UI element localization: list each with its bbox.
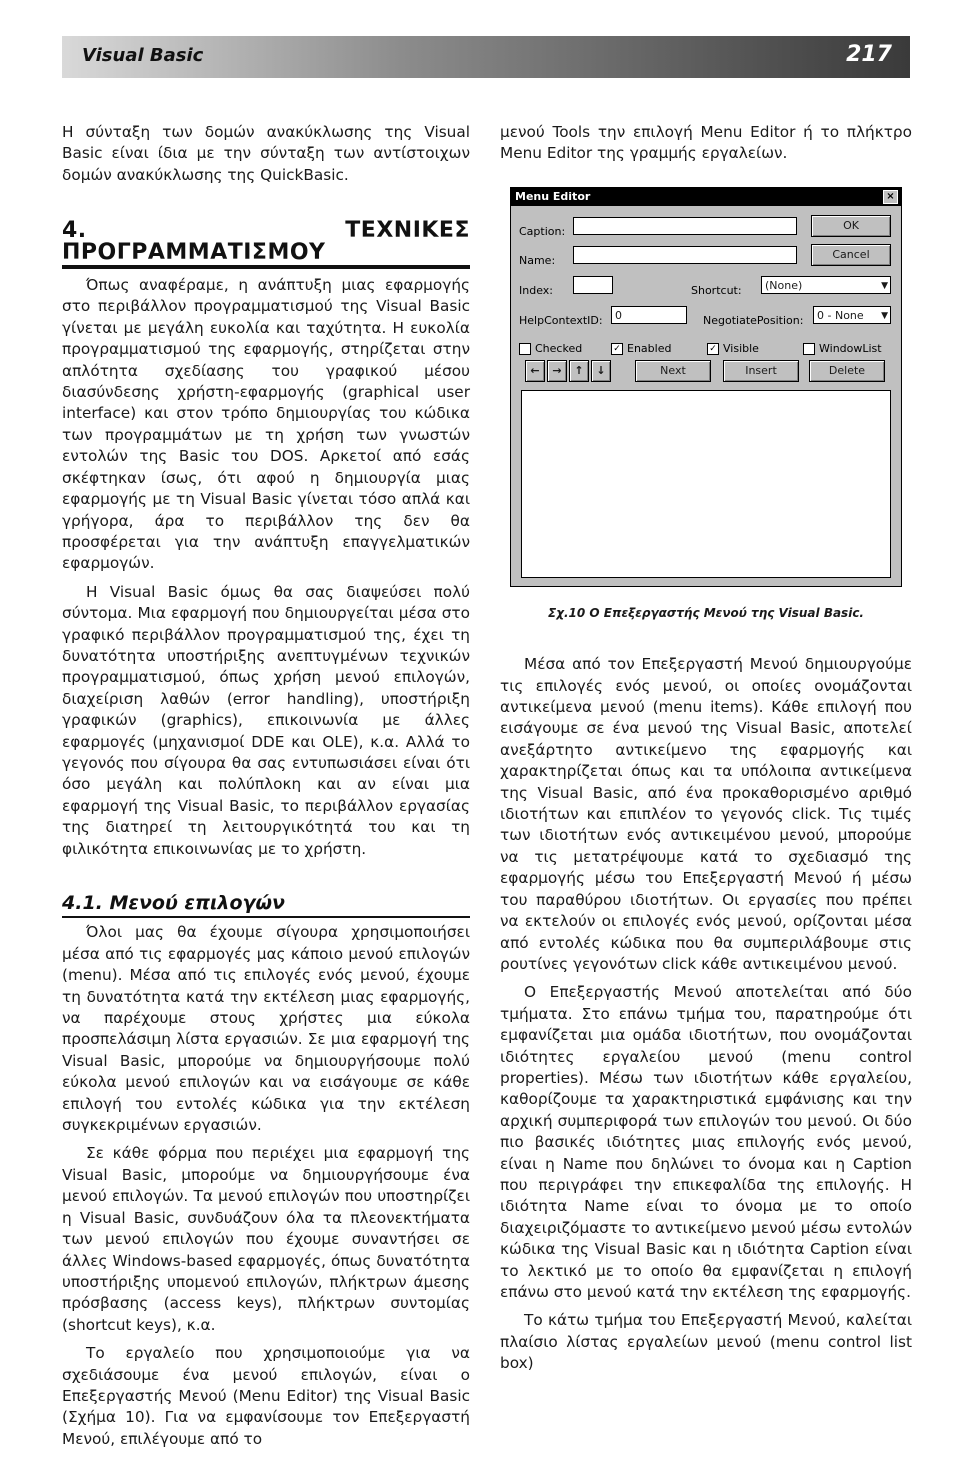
negotiate-value: 0 - None bbox=[817, 308, 864, 322]
paragraph: Σε κάθε φόρμα που περιέχει μια εφαρμογή της Visual Basic, μπορούμε να δημιουργήσουμε ένα μενού επιλογών. Τα μενού επιλογών που υποστηρίζει η Visual Basic, συνδυάζουν όλα τα πλεονεκτήματα των μενού επιλογών που έχουμε συναντήσει σε άλλες Windows-based εφαρμογές, όπως δυνατότητα υποστήριξης υπομενού επιλογών, πλήκτρων άμεσης πρόσβασης (access keys), πλήκτρων συντομίας (shortcut keys), κ.α. bbox=[62, 1144, 470, 1334]
name-label: Name: bbox=[519, 253, 556, 267]
menu-editor-dialog bbox=[510, 187, 902, 587]
arrow-up-icon[interactable]: ↑ bbox=[569, 360, 589, 382]
helpcontext-input[interactable]: 0 bbox=[611, 306, 687, 324]
visible-checkbox[interactable]: ✓ Visible bbox=[707, 338, 759, 359]
helpcontext-label: HelpContextID: bbox=[519, 313, 603, 327]
check-icon: ✓ bbox=[707, 343, 719, 355]
ok-button[interactable]: OK bbox=[811, 215, 891, 237]
figure-caption: Σχ.10 Ο Επεξεργαστής Μενού της Visual Basic. bbox=[548, 605, 864, 620]
caption-label: Caption: bbox=[519, 224, 566, 238]
cancel-button[interactable]: Cancel bbox=[811, 244, 891, 266]
header-title: Visual Basic bbox=[82, 45, 204, 66]
subsection-title: 4.1. Μενού επιλογών bbox=[62, 893, 470, 918]
paragraph: Το κάτω τμήμα του Επεξεργαστή Μενού, καλείται πλαίσιο λίστας εργαλείων μενού (menu control list box) bbox=[500, 1311, 912, 1373]
name-input[interactable] bbox=[573, 246, 797, 264]
dialog-title: Menu Editor bbox=[515, 189, 591, 203]
paragraph: Όπως αναφέραμε, η ανάπτυξη μιας εφαρμογής στο περιβάλλον προγραμματισμού της Visual Basic γίνεται με μεγάλη ευκολία και ταχύτητα. Η ευκολία προγραμματισμού της εφαρμογής, στηρίζεται στην απλότητα σχεδίασης του γραφικού μέσου διασύνδεσης χρήστη-εφαρμογής (graphical user interface) και στον τρόπο δημιουργίας του κώδικα των προγραμμάτων με τη χρήση των γνωστών εντολών της Basic του DOS. Αρκετοί από εσάς σκέφτηκαν ίσως, ότι αφού η δημιουργία μιας εφαρμογής με τη Visual Basic γίνεται τόσο απλά και γρήγορα, άρα το περιβάλλον της δεν θα προσφέρεται για την ανάπτυξη επαγγελματικών εφαρμογών. bbox=[62, 276, 470, 573]
index-label: Index: bbox=[519, 283, 553, 297]
shortcut-value: (None) bbox=[765, 278, 803, 292]
windowlist-checkbox[interactable]: WindowList bbox=[803, 338, 882, 359]
chevron-down-icon: ▼ bbox=[881, 280, 888, 291]
caption-input[interactable] bbox=[573, 217, 797, 235]
checkbox-box bbox=[803, 343, 815, 355]
intro-paragraph: Η σύνταξη των δομών ανακύκλωσης της Visual Basic είναι ίδια με την σύνταξη των αντίστοιχων δομών ανακύκλωσης της QuickBasic. bbox=[62, 123, 470, 184]
delete-button[interactable]: Delete bbox=[809, 360, 885, 382]
close-icon[interactable]: × bbox=[883, 190, 898, 204]
section-title: 4. ΤΕΧΝΙΚΕΣ ΠΡΟΓΡΑΜΜΑΤΙΣΜΟΥ bbox=[62, 220, 470, 269]
enabled-checkbox[interactable]: ✓ Enabled bbox=[611, 338, 671, 359]
dialog-titlebar bbox=[511, 188, 901, 206]
shortcut-label: Shortcut: bbox=[691, 283, 742, 297]
right-column bbox=[500, 122, 912, 1382]
index-input[interactable] bbox=[573, 276, 613, 294]
arrow-right-icon[interactable]: → bbox=[547, 360, 567, 382]
paragraph: Όλοι μας θα έχουμε σίγουρα χρησιμοποιήσει μέσα από τις εφαρμογές μας κάποιο μενού επιλογών (menu). Μέσα από τις επιλογές ενός μενού, έχουμε τη δυνατότητα κατά την εκτέλεση μιας εφαρμογής, να παρέχουμε στους χρήστες μια εύκολα προσπελάσιμη λίστα εργασιών. Σε μια εφαρμογή της Visual Basic, μπορούμε να δημιουργήσουμε πολύ εύκολα μενού επιλογών και να εισάγουμε σε κάθε επιλογή του εντολές κώδικα για την εκτέλεση συγκεκριμένων εργασιών. bbox=[62, 923, 470, 1135]
checkbox-box bbox=[519, 343, 531, 355]
shortcut-select[interactable] bbox=[761, 276, 891, 294]
paragraph: Το εργαλείο που χρησιμοποιούμε για να σχεδιάσουμε ένα μενού επιλογών, είναι ο Επεξεργαστής Μενού (Menu Editor) της Visual Basic (Σχήμα 10). Για να εμφανίσουμε τον Επεξεργαστή Μενού, επιλέγουμε από το bbox=[62, 1344, 470, 1448]
paragraph: Η Visual Basic όμως θα σας διαψεύσει πολύ σύντομα. Μια εφαρμογή που δημιουργείται μέσα στο γραφικό περιβάλλον προγραμματισμού της, έχει τη δυνατότητα υποστήριξης ανεπτυγμένων τεχνικών προγραμματισμού, όπως χρήση μενού επιλογών, διαχείριση λαθών (error handling), υποστήριξη γραφικών (graphics), επικοινωνία με άλλες εφαρμογές (μηχανισμοί DDE και OLE), κ.α. Αλλά το γεγονός που σίγουρα θα σας εντυπωσιάσει είναι ότι όσο μεγάλη και πολύπλοκη και αν είναι μια εφαρμογή της Visual Basic, το περιβάλλον εργασίας της διατηρεί τη λειτουργικότητά του και τη φιλικότητα επικοινωνίας με το χρήστη. bbox=[62, 582, 470, 858]
next-button[interactable]: Next bbox=[635, 360, 711, 382]
negotiate-select[interactable] bbox=[813, 306, 891, 324]
page-number: 217 bbox=[846, 42, 892, 67]
insert-button[interactable]: Insert bbox=[723, 360, 799, 382]
chevron-down-icon: ▼ bbox=[881, 310, 888, 321]
check-icon: ✓ bbox=[611, 343, 623, 355]
paragraph: Μέσα από τον Επεξεργαστή Μενού δημιουργούμε τις επιλογές ενός μενού, οι οποίες ονομάζονται αντικείμενα μενού (menu items). Κάθε επιλογή που εισάγουμε σε ένα μενού της Visual Basic, αποτελεί ανεξάρτητο αντικείμενο της εφαρμογής και χαρακτηρίζεται όπως και τα υπόλοιπα αντικείμενα της Visual Basic, από ένα προκαθορισμένο αριθμό ιδιοτήτων και επιπλέον το γεγονός click. Τις τιμές των ιδιοτήτων ενός αντικειμένου μενού, μπορούμε να τις μετατρέψουμε κατά το σχεδιασμό της εφαρμογής μέσω του Επεξεργαστή Μενού ή μέσω του παραθύρου ιδιοτήτων. Οι εργασίες που πρέπει να εκτελούν οι επιλογές ενός μενού, ορίζονται μέσα από εντολές κώδικα που θα συμπεριλάβουμε στις ρουτίνες γεγονότων click κάθε αντικειμένου μενού. bbox=[500, 655, 912, 973]
paragraph: Ο Επεξεργαστής Μενού αποτελείται από δύο τμήματα. Στο επάνω τμήμα του, παρατηρούμε ότι εμφανίζεται μια ομάδα ιδιοτήτων, που ονομάζονται ιδιότητες εργαλείου μενού (menu control properties). Μέσω των ιδιοτήτων κάθε εργαλείου, καθορίζουμε τα χαρακτηριστικά εμφάνισης και την αρχική συμπεριφορά των επιλογών του μενού. Οι δύο πιο βασικές ιδιότητες μιας επιλογής ενός μενού, είναι η Name που δηλώνει το όνομα και η Caption που περιγράφει την επικεφαλίδα της επιλογής. Η ιδιότητα Name είναι το όνομα με το οποίο διαχειριζόμαστε το αντικείμενο μενού μέσω εντολών κώδικα της Visual Basic και η ιδιότητα Caption είναι το λεκτικό με το οποίο θα εμφανίζεται η επιλογή επάνω στο μενού κατά την εκτέλεση της εφαρμογής. bbox=[500, 983, 912, 1301]
negotiate-label: NegotiatePosition: bbox=[703, 313, 804, 327]
page-header bbox=[62, 36, 910, 78]
paragraph: μενού Tools την επιλογή Menu Editor ή το πλήκτρο Menu Editor της γραμμής εργαλείων. bbox=[500, 123, 912, 163]
menu-control-list-box[interactable] bbox=[521, 390, 891, 578]
arrow-down-icon[interactable]: ↓ bbox=[591, 360, 611, 382]
arrow-left-icon[interactable]: ← bbox=[525, 360, 545, 382]
checked-checkbox[interactable]: Checked bbox=[519, 338, 582, 359]
left-column bbox=[62, 122, 470, 1457]
